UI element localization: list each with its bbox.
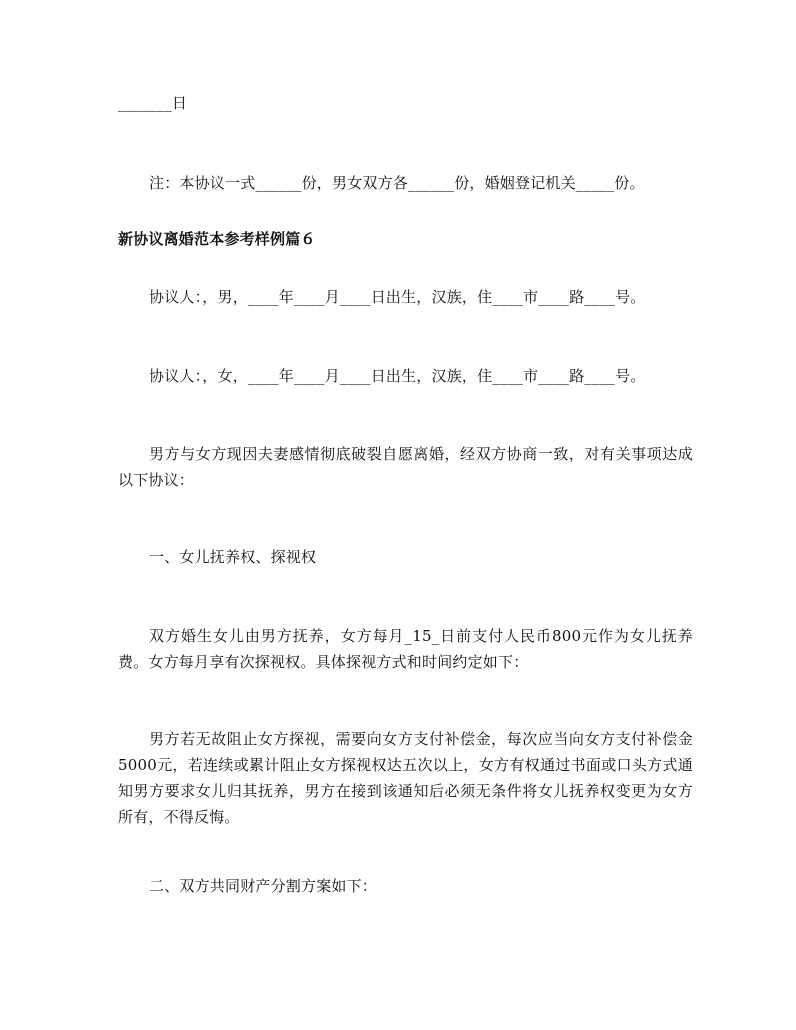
clause1-penalty: 男方若无故阻止女方探视，需要向女方支付补偿金，每次应当向女方支付补偿金5000元，若连续或累计阻止女方探视权达五次以上，女方有权通过书面或口头方式通知男方要求女儿归其抚养，男方在接到该通知后必须无条件将女儿抚养权变更为女方所有，不得反悔。 [118,730,693,826]
clause2-title: 二、双方共同财产分割方案如下： [149,877,378,895]
section-title: 新协议离婚范本参考样例篇６ [118,230,316,248]
copies-note: 注：本协议一式______份，男女双方各______份，婚姻登记机关_____份。 [149,174,645,192]
clause1-title: 一、女儿抚养权、探视权 [149,548,317,566]
party-male: 协议人：，男，____年____月____日出生，汉族，住____市____路____号。 [149,288,646,306]
date-fragment: _______日 [118,94,188,112]
intro-paragraph: 男方与女方现因夫妻感情彻底破裂自愿离婚，经双方协商一致，对有关事项达成以下协议： [118,445,693,489]
clause1-body: 双方婚生女儿由男方抚养，女方每月_15_日前支付人民币800元作为女儿抚养费。女方每月享有次探视权。具体探视方式和时间约定如下： [118,627,693,671]
party-female: 协议人：，女，____年____月____日出生，汉族，住____市____路____号。 [149,367,646,385]
